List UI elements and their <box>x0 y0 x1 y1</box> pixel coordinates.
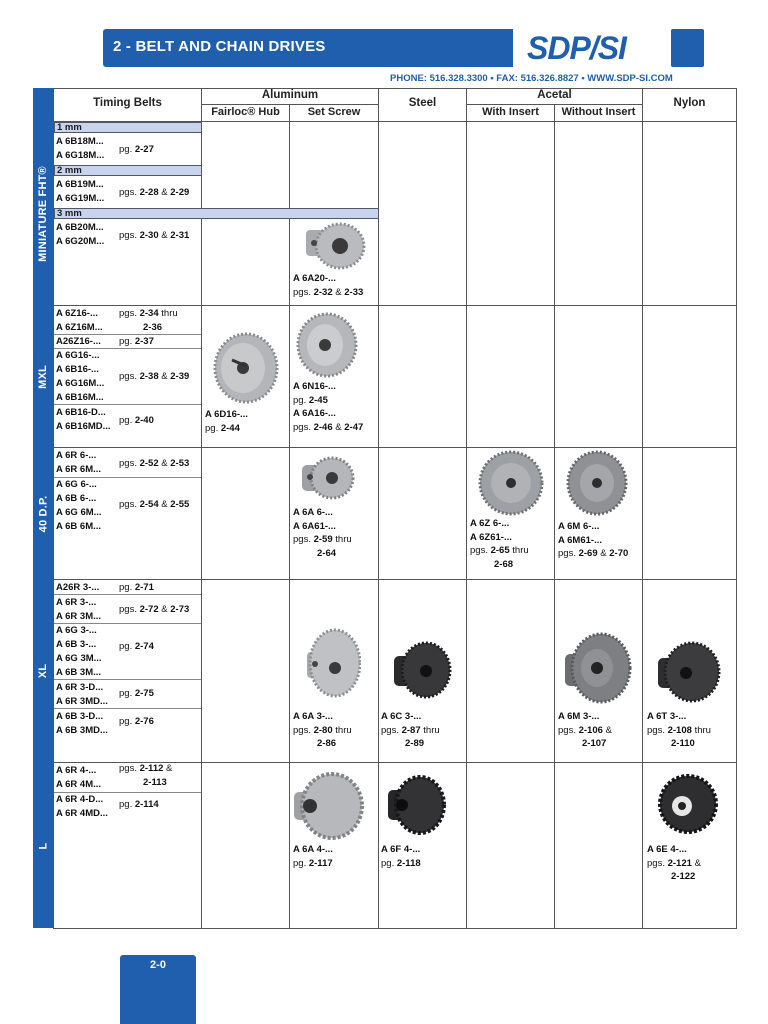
col-header-steel: Steel <box>408 97 437 109</box>
pulley-image <box>392 640 452 700</box>
size-band-1mm: 1 mm <box>54 122 202 133</box>
col-line-7 <box>736 88 737 928</box>
page-ref: pg. 2-114 <box>119 799 159 810</box>
product-caption: A 6F 4-... pg. 2-118 <box>381 844 421 869</box>
page-ref: pgs. 2-38 & 2-39 <box>119 371 190 382</box>
page-ref: pgs. 2-34 thru <box>119 308 178 319</box>
page-ref: pgs. 2-28 & 2-29 <box>119 187 190 198</box>
part-number: A 6G20M... <box>56 236 105 247</box>
pulley-image <box>210 330 282 406</box>
part-number: A 6R 3M... <box>56 611 102 622</box>
page-ref: pg. 2-76 <box>119 716 154 727</box>
part-number: A 6B 3-D... <box>56 711 104 722</box>
product-caption: A 6E 4-... pgs. 2-121 & 2-122 <box>647 844 701 882</box>
col-header-timing-belts: Timing Belts <box>93 97 162 109</box>
row-divider <box>54 708 201 709</box>
col-line-4 <box>466 88 467 928</box>
part-number: A 6G18M... <box>56 150 105 161</box>
part-number: A 6B16M... <box>56 392 104 403</box>
part-number: A 6B16-D... <box>56 407 106 418</box>
part-number: A 6G 6-... <box>56 479 97 490</box>
product-caption: A 6T 3-... pgs. 2-108 thru 2-110 <box>647 711 711 749</box>
page-ref: pg. 2-40 <box>119 415 154 426</box>
page-ref: 2-113 <box>143 777 167 788</box>
col-header-with-insert: With Insert <box>482 106 539 118</box>
table-bottom-border <box>53 928 737 929</box>
col-line-2 <box>289 104 290 928</box>
product-caption: A 6A20-... pgs. 2-32 & 2-33 <box>293 273 364 298</box>
part-number: A 6G16-... <box>56 350 100 361</box>
pulley-image <box>292 770 364 840</box>
col-line-6 <box>642 88 643 928</box>
part-number: A 6B19M... <box>56 179 104 190</box>
pulley-image <box>563 632 633 704</box>
pulley-image <box>296 312 358 378</box>
pulley-image <box>478 450 544 516</box>
part-number: A 6B20M... <box>56 222 104 233</box>
part-number: A 6R 3MD... <box>56 696 108 707</box>
product-caption: A 6M 6-... A 6M61-... pgs. 2-69 & 2-70 <box>558 521 629 559</box>
col-header-aluminum: Aluminum <box>261 89 319 101</box>
col-header-fairloc: Fairloc® Hub <box>211 106 280 118</box>
section-label-l: L <box>36 842 49 849</box>
page-ref: pgs. 2-54 & 2-55 <box>119 499 190 510</box>
pulley-image <box>566 450 628 516</box>
col-header-set-screw: Set Screw <box>307 106 361 118</box>
part-number: A 6G16M... <box>56 378 105 389</box>
product-caption: A 6A 4-... pg. 2-117 <box>293 844 333 869</box>
sdpsi-logo <box>513 29 704 67</box>
page-ref: pgs. 2-30 & 2-31 <box>119 230 190 241</box>
part-number: A 6B 6M... <box>56 521 102 532</box>
product-caption: A 6Z 6-... A 6Z61-... pgs. 2-65 thru 2-68 <box>470 518 529 570</box>
col-header-without-insert: Without Insert <box>561 106 636 118</box>
product-caption: A 6A 3-... pgs. 2-80 thru 2-86 <box>293 711 352 749</box>
part-number: A 6B 3M... <box>56 667 102 678</box>
section-label-xl: XL <box>37 663 49 679</box>
page-ref: pg. 2-75 <box>119 688 154 699</box>
col-header-nylon: Nylon <box>673 97 706 109</box>
section-divider-2 <box>53 447 737 448</box>
row-divider <box>54 623 201 624</box>
contact-line: PHONE: 516.328.3300 • FAX: 516.326.8827 • WWW.SDP-SI.COM <box>390 73 673 84</box>
row-divider <box>54 679 201 680</box>
row-divider <box>54 404 201 405</box>
part-number: A26Z16-... <box>56 336 101 347</box>
page-ref: pgs. 2-72 & 2-73 <box>119 604 190 615</box>
size-band-3mm: 3 mm <box>54 208 379 219</box>
part-number: A 6R 4-... <box>56 765 97 776</box>
part-number: A 6Z16-... <box>56 308 98 319</box>
page-ref: pgs. 2-112 & <box>119 763 173 774</box>
page-ref: pg. 2-71 <box>119 582 154 593</box>
part-number: A 6R 4MD... <box>56 808 108 819</box>
part-number: A 6R 4M... <box>56 779 102 790</box>
page-ref: pg. 2-37 <box>119 336 154 347</box>
section-divider-3 <box>53 579 737 580</box>
row-divider <box>54 477 201 478</box>
size-band-2mm: 2 mm <box>54 165 202 176</box>
part-number: A 6R 3-D... <box>56 682 104 693</box>
part-number: A 6R 6M... <box>56 464 102 475</box>
pulley-image <box>300 218 370 274</box>
page-ref: pg. 2-27 <box>119 144 154 155</box>
part-number: A 6B16MD... <box>56 421 111 432</box>
page-ref: pg. 2-74 <box>119 641 154 652</box>
section-label-mxl: MXL <box>37 364 50 389</box>
part-number: A 6G 3M... <box>56 653 102 664</box>
part-number: A26R 3-... <box>56 582 100 593</box>
part-number: A 6G 3-... <box>56 625 97 636</box>
pulley-image <box>298 455 356 501</box>
product-caption: A 6C 3-... pgs. 2-87 thru 2-89 <box>381 711 440 749</box>
part-number: A 6G19M... <box>56 193 105 204</box>
pulley-image <box>656 640 722 704</box>
product-caption: A 6M 3-... pgs. 2-106 & 2-107 <box>558 711 612 749</box>
pulley-image <box>386 774 446 836</box>
svg-text:SDP/SI: SDP/SI <box>527 30 626 66</box>
part-number: A 6R 6-... <box>56 450 97 461</box>
section-label-40dp: 40 D.P. <box>37 495 50 532</box>
part-number: A 6B 3-... <box>56 639 97 650</box>
part-number: A 6Z16M... <box>56 322 103 333</box>
product-caption: A 6N16-... pg. 2-45 A 6A16-... pgs. 2-46 & 2-47 <box>293 381 364 433</box>
row-divider <box>54 792 201 793</box>
pulley-image <box>658 774 718 834</box>
page-number: 2-0 <box>150 959 166 971</box>
pulley-image <box>305 628 361 698</box>
part-number: A 6B18M... <box>56 136 104 147</box>
part-number: A 6B16-... <box>56 364 99 375</box>
part-number: A 6B 3MD... <box>56 725 108 736</box>
section-divider-1 <box>53 305 737 306</box>
col-header-acetal: Acetal <box>537 89 572 101</box>
part-number: A 6R 3-... <box>56 597 97 608</box>
part-number: A 6G 6M... <box>56 507 102 518</box>
page-ref: pgs. 2-52 & 2-53 <box>119 458 190 469</box>
row-divider <box>54 334 201 335</box>
col-line-5 <box>554 104 555 928</box>
aluminum-subheader-line <box>202 104 378 105</box>
part-number: A 6B 6-... <box>56 493 97 504</box>
row-divider <box>54 348 201 349</box>
product-caption: A 6A 6-... A 6A61-... pgs. 2-59 thru 2-64 <box>293 507 352 559</box>
section-label-miniature: MINIATURE FHT® <box>37 165 50 262</box>
part-number: A 6R 4-D... <box>56 794 104 805</box>
page-title: 2 - BELT AND CHAIN DRIVES <box>113 38 326 55</box>
page-ref: 2-36 <box>143 322 163 333</box>
product-caption: A 6D16-... pg. 2-44 <box>205 409 248 434</box>
row-divider <box>54 594 201 595</box>
